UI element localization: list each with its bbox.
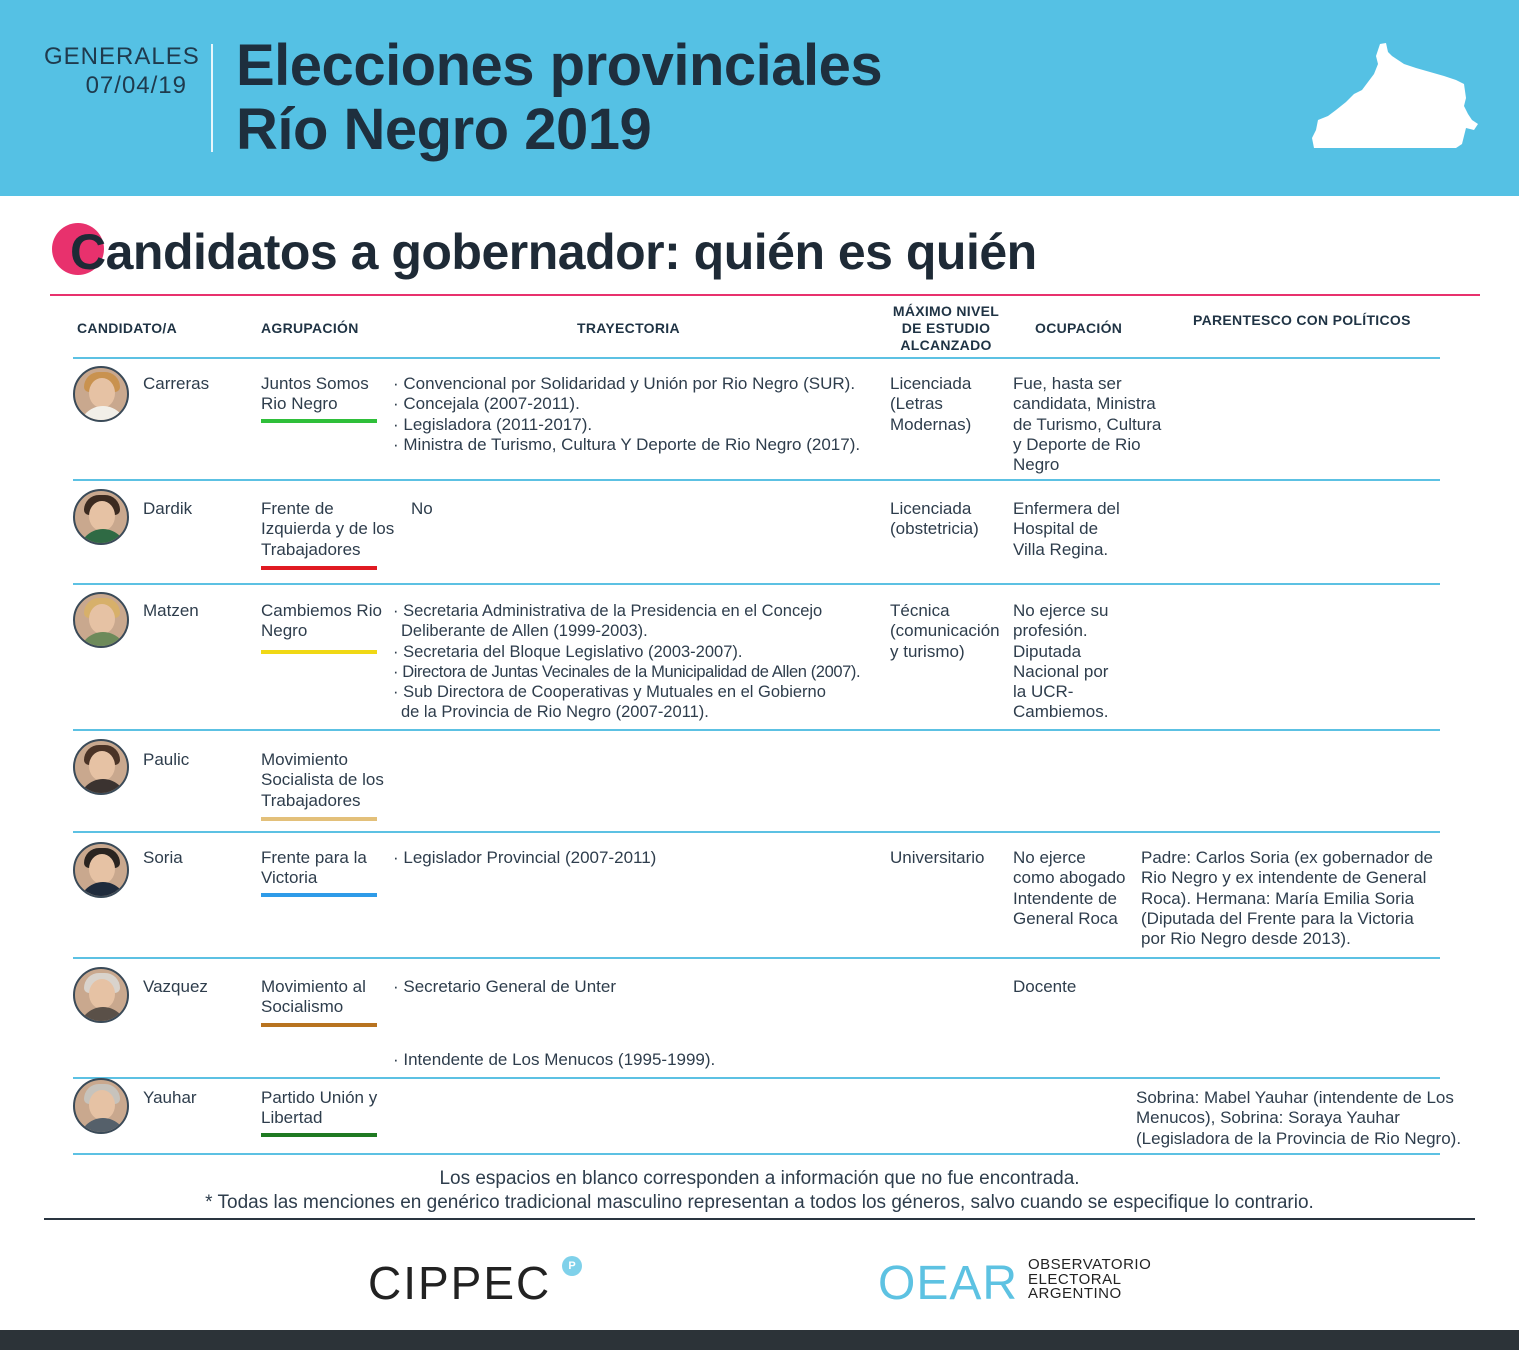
occupation: No ejerce su profesión. Diputada Nacional por la UCR- Cambiemos. [1013,601,1109,722]
col-header-education [888,303,1004,354]
row-divider [73,479,1440,481]
party-color-bar [261,1023,377,1027]
candidate-name: Vazquez [143,977,208,996]
candidate-name: Soria [143,848,183,867]
avatar-soria [73,842,129,898]
footer-divider [44,1218,1475,1220]
party-name: Frente de Izquierda y de los Trabajadores [261,499,395,559]
row-divider [73,1077,1440,1079]
avatar-carreras [73,366,129,422]
trajectory: · Secretario General de Unter [393,977,616,996]
trajectory: · Legislador Provincial (2007-2011) [393,848,657,867]
bottom-bar [0,1330,1519,1350]
col-header-education-line2: DE ESTUDIO [901,320,991,336]
occupation: Docente [1013,977,1077,996]
party-color-bar [261,566,377,570]
kinship: Padre: Carlos Soria (ex gobernador de Rio Negro y ex intendente de General Roca). Hermana: María Emilia Soria (Diputada del Frente para la Victoria por Rio Negro desde 2013). [1141,848,1433,949]
education: Universitario [890,848,985,867]
election-label [44,42,200,100]
education: Técnica (comunicación y turismo) [890,601,1000,661]
oear-logo-subtitle: OBSERVATORIO ELECTORAL ARGENTINO [1028,1256,1152,1302]
avatar-paulic [73,739,129,795]
election-date: 07/04/19 [85,72,187,99]
oear-logo: OEAR [878,1257,1019,1310]
cippec-logo: CIPPEC [368,1257,552,1309]
avatar-yauhar [73,1078,129,1134]
education: Licenciada (Letras Modernas) [890,374,972,434]
header-banner [0,0,1519,196]
section-title-text: Candidatos a gobernador: quién es quién [70,224,1037,280]
col-header-education-line3: ALCANZADO [900,337,992,353]
candidate-name: Matzen [143,601,199,620]
trajectory-extra: · Intendente de Los Menucos (1995-1999). [393,1050,716,1069]
cippec-badge-icon: P [562,1256,582,1276]
occupation: Enfermera del Hospital de Villa Regina. [1013,499,1120,559]
row-divider [73,957,1440,959]
footnote-gender: * Todas las menciones en genérico tradicional masculino representan a todos los géneros, salvo cuando se especifique lo contrario. [205,1192,1314,1213]
row-divider [73,729,1440,731]
page-title-line1: Elecciones provinciales [236,33,883,98]
candidate-name: Paulic [143,750,190,769]
row-divider [73,583,1440,585]
party-name: Partido Unión y Libertad [261,1088,378,1128]
party-color-bar [261,1133,377,1137]
section-divider [50,294,1480,296]
avatar-matzen [73,592,129,648]
candidate-name: Yauhar [143,1088,197,1107]
occupation: Fue, hasta ser candidata, Ministra de Turismo, Cultura y Deporte de Rio Negro [1013,374,1162,475]
candidate-name: Carreras [143,374,210,393]
trajectory: No [411,499,433,518]
party-name: Frente para la Victoria [261,848,367,888]
trajectory: · Convencional por Solidaridad y Unión por Rio Negro (SUR). · Concejala (2007-2011). · Legisladora (2011-2017). · Ministra de Turismo, Cultura Y Deporte de Rio Negro (2017). [393,374,861,454]
party-name: Movimiento al Socialismo [261,977,366,1017]
page-title-line2: Río Negro 2019 [236,97,652,162]
trajectory: · Secretaria Administrativa de la Presidencia en el Concejo Deliberante de Allen (1999-2003). · Secretaria del Bloque Legislativo (2003-2007). · Directora de Juntas Vecinales de la Municipalidad de Allen (2007). · Sub Directora de Cooperativas y Mutuales en el Gobierno de la Provincia de Rio Negro (2007-2011). [393,602,861,722]
avatar-vazquez [73,967,129,1023]
col-header-trajectory: TRAYECTORIA [577,320,680,336]
row-divider [73,831,1440,833]
col-header-kinship: PARENTESCO CON POLÍTICOS [1193,312,1411,328]
table-header-rule [73,357,1440,359]
party-name: Movimiento Socialista de los Trabajadores [261,750,384,810]
col-header-education-line1: MÁXIMO NIVEL [892,303,1000,319]
table-bottom-rule [73,1153,1440,1155]
party-color-bar [261,650,377,654]
col-header-party: AGRUPACIÓN [261,320,359,336]
party-color-bar [261,893,377,897]
footnote-blank-spaces: Los espacios en blanco corresponden a información que no fue encontrada. [439,1168,1080,1189]
page-title [236,34,882,162]
avatar-dardik [73,489,129,545]
education: Licenciada (obstetricia) [890,499,979,539]
candidate-name: Dardik [143,499,193,518]
header-divider [211,44,213,152]
col-header-occupation: OCUPACIÓN [1035,320,1123,336]
party-color-bar [261,419,377,423]
party-name: Cambiemos Rio Negro [261,601,382,641]
occupation: No ejerce como abogado Intendente de General Roca [1013,848,1126,928]
kinship: Sobrina: Mabel Yauhar (intendente de Los Menucos), Sobrina: Soraya Yauhar (Legisladora de la Provincia de Rio Negro). [1136,1088,1462,1148]
party-color-bar [261,817,377,821]
party-name: Juntos Somos Rio Negro [261,374,369,414]
election-type: GENERALES [44,43,200,70]
col-header-candidate: CANDIDATO/A [77,320,178,336]
rio-negro-map-icon [1306,40,1481,152]
